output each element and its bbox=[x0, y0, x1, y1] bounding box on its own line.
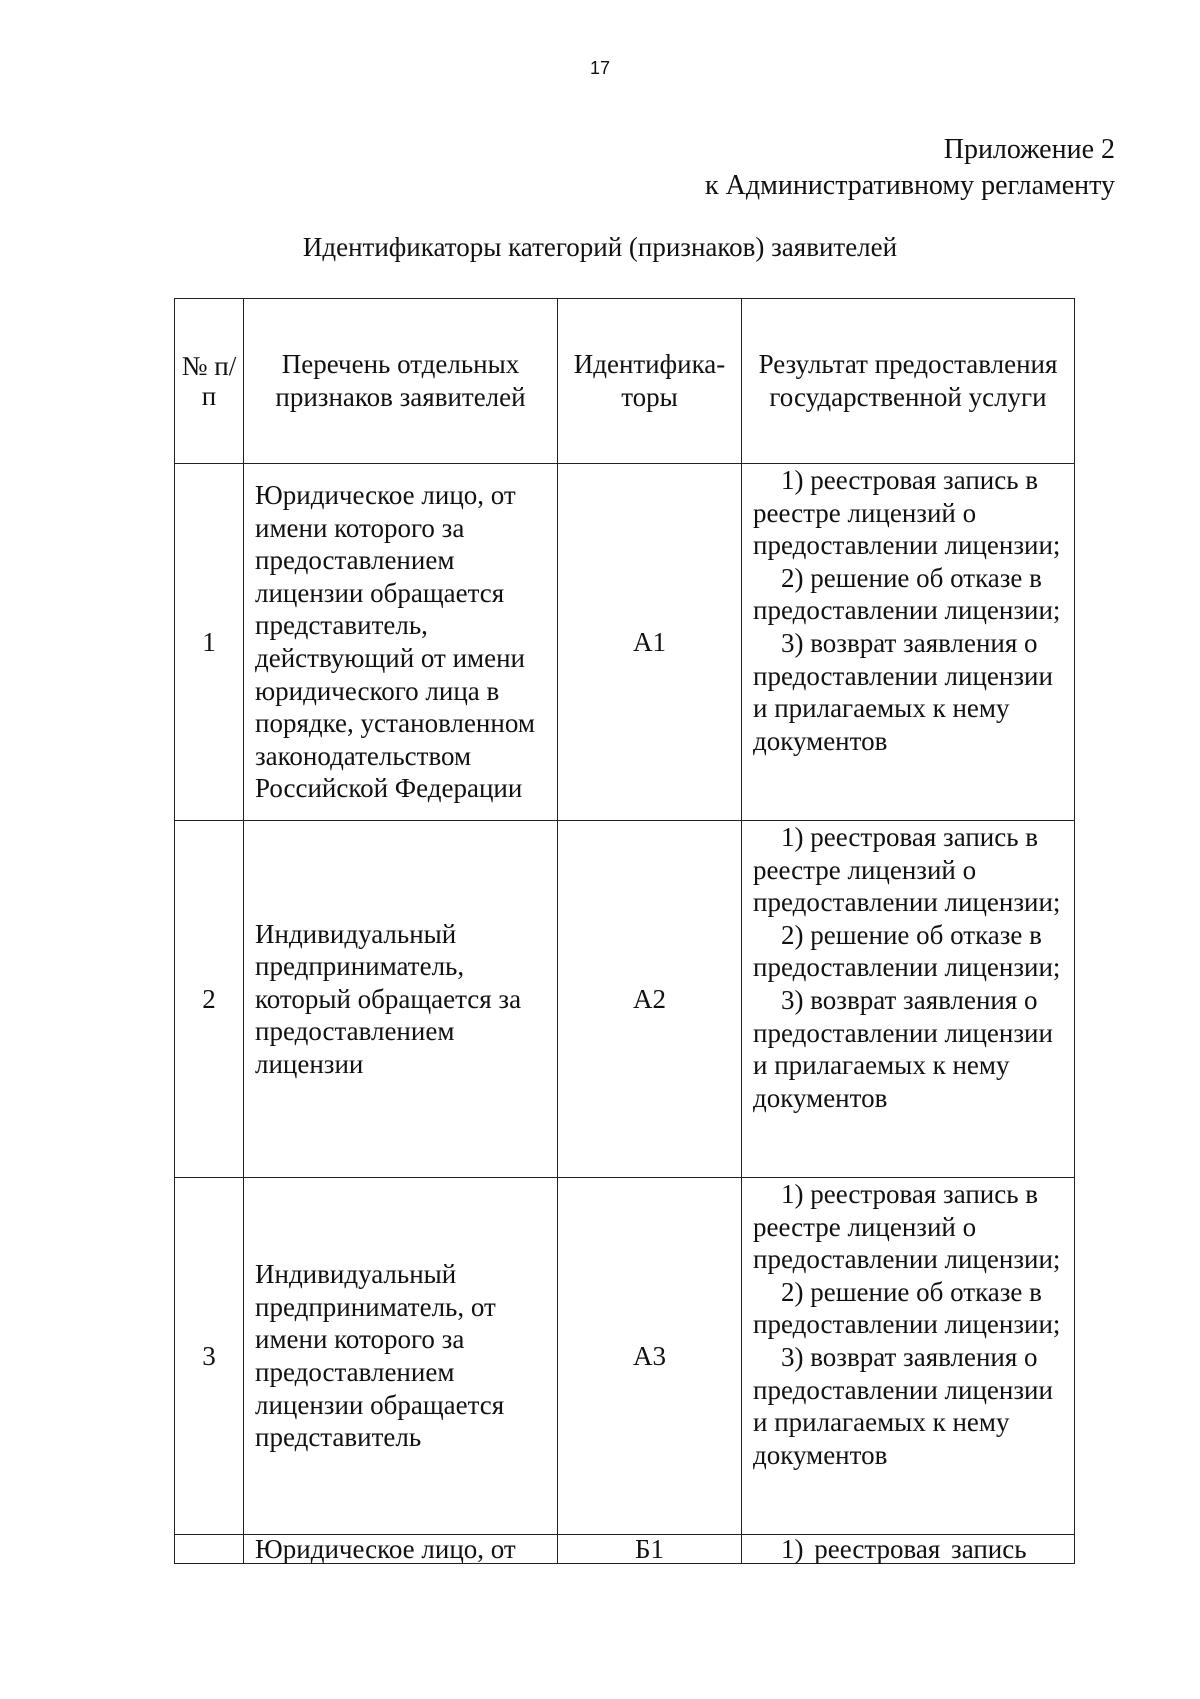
row-identifier: Б1 bbox=[558, 1535, 742, 1564]
row-identifier: А3 bbox=[558, 1178, 742, 1535]
result-item: 3) возврат заявления о предоставлении лицензии и прилагаемых к нему документов bbox=[753, 1341, 1053, 1470]
table-header-row bbox=[175, 299, 1075, 464]
header-identifiers: Идентифика-торы bbox=[558, 299, 742, 464]
header-features: Перечень отдельных признаков заявителей bbox=[244, 299, 558, 464]
row-num: 2 bbox=[175, 821, 244, 1178]
row-results: 1) реестровая запись bbox=[742, 1535, 1075, 1564]
row-features: Юридическое лицо, от bbox=[244, 1535, 558, 1564]
row-results bbox=[742, 1178, 1075, 1535]
table-row bbox=[175, 464, 1075, 821]
applicant-identifiers-table bbox=[174, 298, 1075, 1564]
row-identifier: А2 bbox=[558, 821, 742, 1178]
row-results bbox=[742, 821, 1075, 1178]
result-item: 2) решение об отказе в предоставлении лицензии; bbox=[753, 562, 1061, 626]
table-row bbox=[175, 1535, 1075, 1564]
appendix-header bbox=[705, 132, 1115, 204]
header-num: № п/п bbox=[175, 299, 244, 464]
header-result: Результат предоставления государственной услуги bbox=[742, 299, 1075, 464]
result-item: 1) реестровая запись в реестре лицензий о предоставлении лицензии; bbox=[753, 1179, 1061, 1275]
row-num: 3 bbox=[175, 1178, 244, 1535]
table-row bbox=[175, 821, 1075, 1178]
appendix-line-2: к Административному регламенту bbox=[705, 170, 1115, 201]
result-item: 2) решение об отказе в предоставлении лицензии; bbox=[753, 919, 1061, 983]
appendix-line-1: Приложение 2 bbox=[943, 134, 1115, 165]
row-num: 1 bbox=[175, 464, 244, 821]
row-num bbox=[175, 1535, 244, 1564]
result-item: 2) решение об отказе в предоставлении лицензии; bbox=[753, 1276, 1061, 1340]
result-item: 1) реестровая запись в реестре лицензий о предоставлении лицензии; bbox=[753, 822, 1061, 918]
row-features: Индивидуальный предприниматель, который обращается за предоставлением лицензии bbox=[244, 821, 558, 1178]
document-title: Идентификаторы категорий (признаков) заявителей bbox=[302, 232, 898, 262]
row-results bbox=[742, 464, 1075, 821]
row-features: Юридическое лицо, от имени которого за предоставлением лицензии обращается представитель, действующий от имени юридического лица в порядке, установленном законодательством Российской Федерации bbox=[244, 464, 558, 821]
table-row bbox=[175, 1178, 1075, 1535]
row-features: Индивидуальный предприниматель, от имени которого за предоставлением лицензии обращается представитель bbox=[244, 1178, 558, 1535]
page-number: 17 bbox=[589, 58, 611, 78]
result-item: 1) реестровая запись в реестре лицензий о предоставлении лицензии; bbox=[753, 465, 1061, 561]
row-identifier: А1 bbox=[558, 464, 742, 821]
result-item: 3) возврат заявления о предоставлении лицензии и прилагаемых к нему документов bbox=[753, 984, 1053, 1113]
result-item: 3) возврат заявления о предоставлении лицензии и прилагаемых к нему документов bbox=[753, 627, 1053, 756]
